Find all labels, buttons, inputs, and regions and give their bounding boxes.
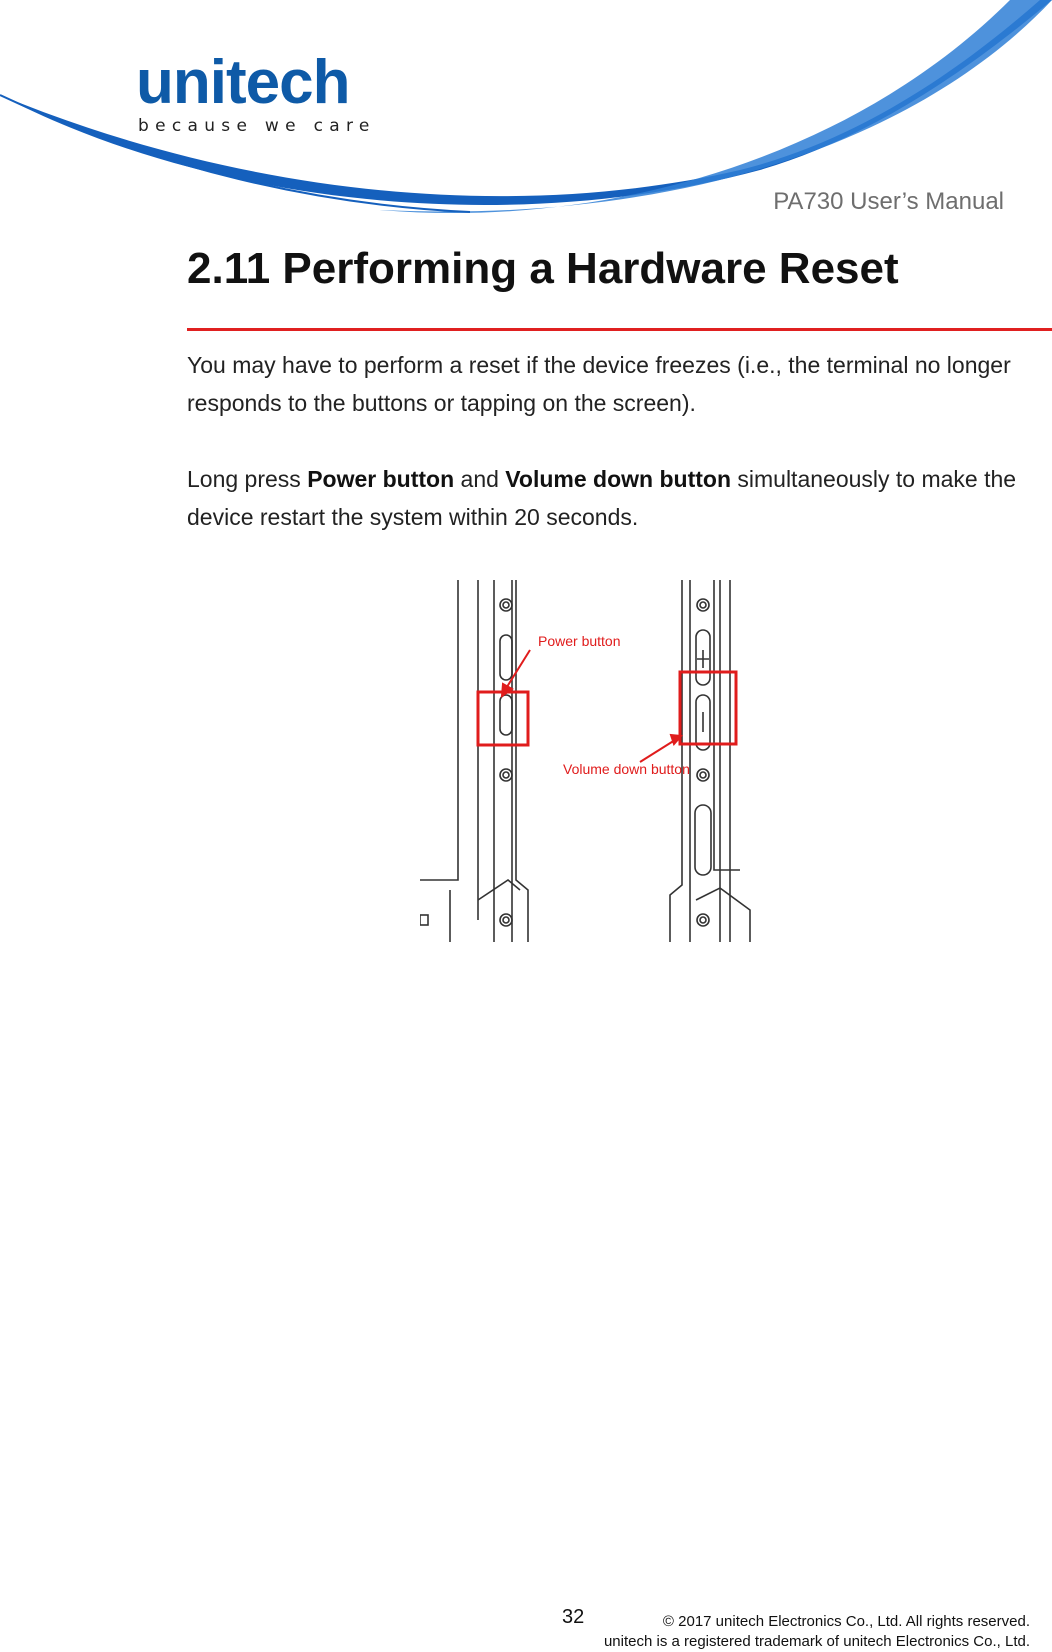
instruction-text-3: simultaneously to make the device restart the system within 20 seconds. [187, 466, 1017, 530]
instruction-text-2: and [454, 466, 506, 492]
trademark-line: unitech is a registered trademark of unitech Electronics Co., Ltd. [603, 1633, 1030, 1650]
volume-down-label: Volume down button [563, 761, 690, 777]
unitech-logo [136, 48, 376, 136]
section-heading: 2.11 Performing a Hardware Reset [187, 244, 899, 293]
footer-legal [604, 1612, 1030, 1652]
power-button-label: Power button [538, 633, 621, 649]
device-side-illustration [420, 580, 820, 942]
instruction-text-1: Long press [187, 466, 308, 492]
instruction-paragraph [187, 460, 1047, 536]
volume-down-term: Volume down button [505, 466, 731, 492]
intro-paragraph: You may have to perform a reset if the device freezes (i.e., the terminal no longer responds to the buttons or tapping on the screen). [187, 352, 1011, 416]
page-number: 32 [562, 1606, 585, 1628]
power-button-term: Power button [307, 466, 455, 492]
heading-rule [187, 328, 1052, 331]
logo-wordmark: unitech [136, 48, 350, 117]
copyright-line: © 2017 unitech Electronics Co., Ltd. All rights reserved. [662, 1613, 1030, 1630]
logo-tagline: because we care [138, 116, 376, 136]
manual-title: PA730 User’s Manual [773, 188, 1004, 215]
